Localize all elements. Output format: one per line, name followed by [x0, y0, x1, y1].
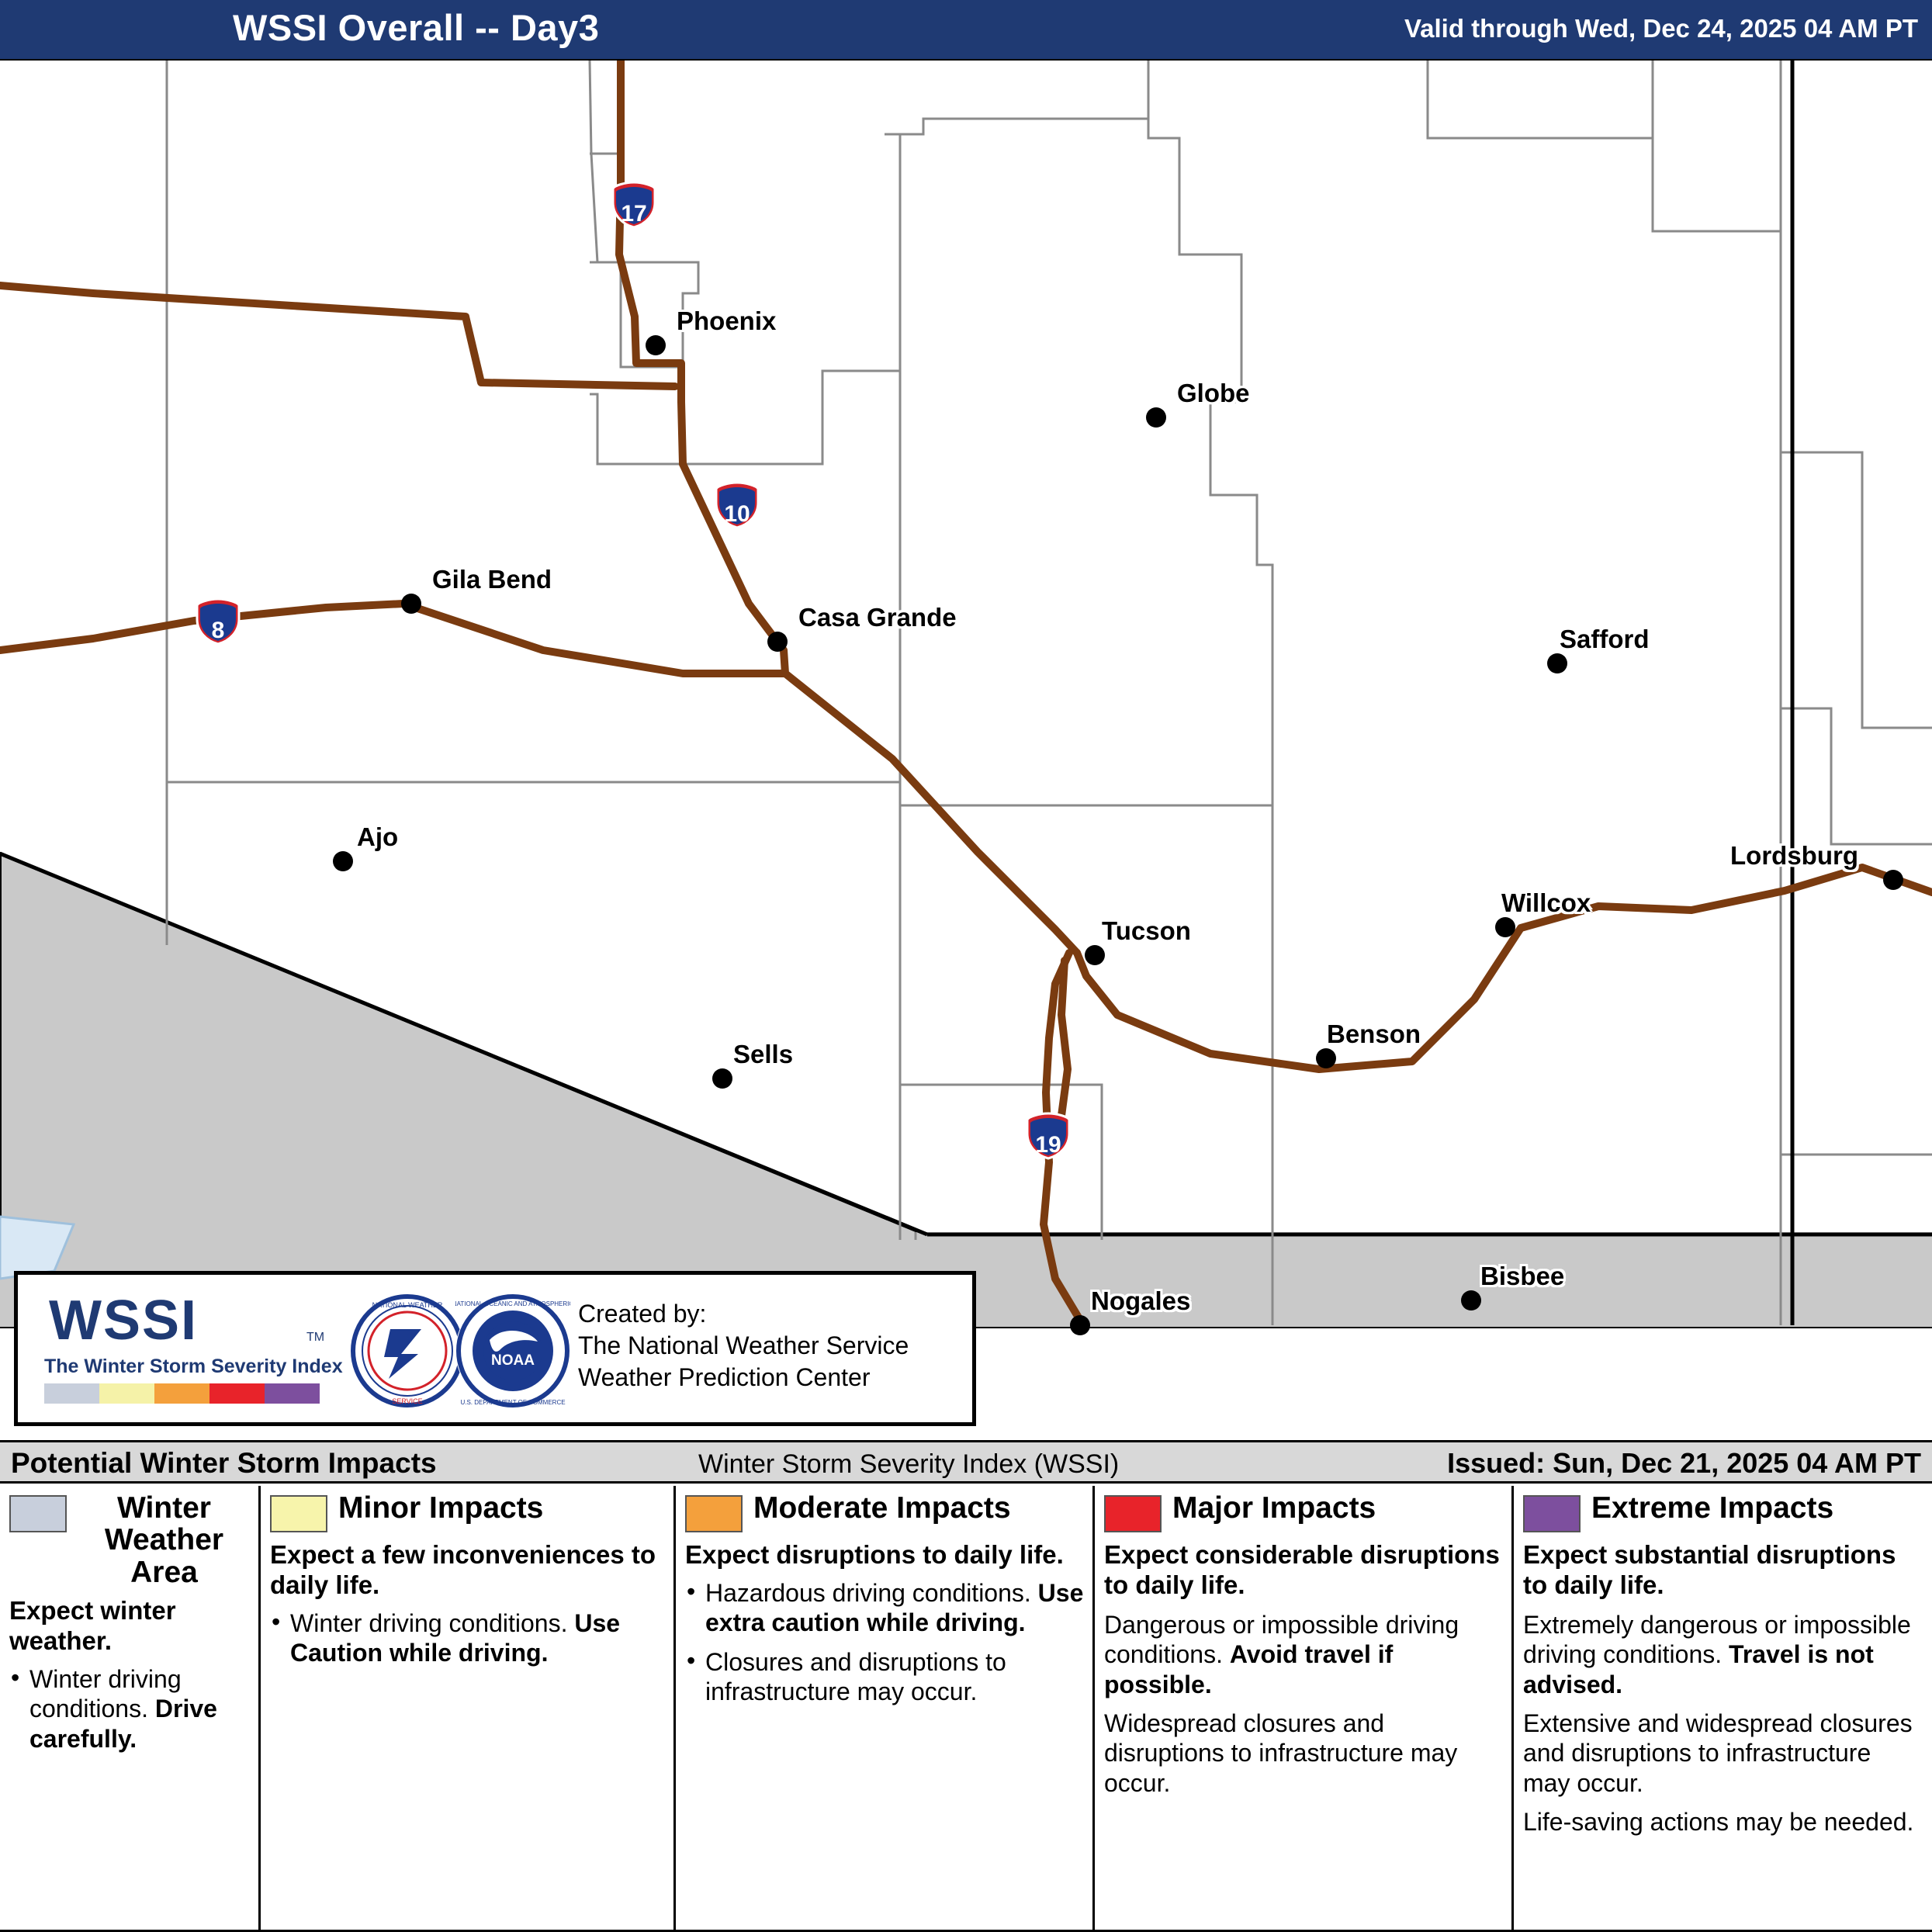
svg-text:NOAA: NOAA	[491, 1352, 535, 1369]
interstate-number: 10	[724, 501, 750, 527]
city-marker	[767, 632, 788, 652]
svg-text:U.S. DEPARTMENT OF COMMERCE: U.S. DEPARTMENT OF COMMERCE	[460, 1399, 566, 1406]
legend-bullet-list	[685, 1578, 1085, 1707]
map-geometry	[0, 61, 1932, 1463]
legend-paragraph	[1523, 1610, 1924, 1699]
legend-chip-major	[1104, 1495, 1162, 1532]
city-marker	[1883, 870, 1903, 890]
bullet-emphasis: Use extra caution while driving.	[705, 1578, 1084, 1637]
city-marker	[1316, 1048, 1336, 1068]
impacts-bar-issued: Issued: Sun, Dec 21, 2025 04 AM PT	[1447, 1447, 1921, 1479]
interstate-number: 17	[621, 201, 647, 227]
list-item	[685, 1647, 1085, 1707]
legend-bullet-list	[270, 1608, 666, 1668]
paragraph-text: Dangerous or impossible driving conditions.	[1104, 1610, 1459, 1669]
legend-summary: Expect a few inconveniences to daily life.	[270, 1540, 656, 1599]
city-marker	[1085, 945, 1105, 965]
paragraph-text: Life-saving actions may be needed.	[1523, 1808, 1914, 1837]
legend-title: Extreme Impacts	[1591, 1491, 1834, 1525]
city-marker	[1070, 1315, 1090, 1335]
list-item	[270, 1608, 666, 1668]
valid-through-text: Valid through Wed, Dec 24, 2025 04 AM PT	[1404, 14, 1918, 43]
wssi-logo-box	[14, 1271, 976, 1426]
svg-text:SERVICE: SERVICE	[392, 1397, 423, 1405]
city-marker	[1495, 917, 1515, 937]
legend-category-minor	[261, 1486, 676, 1930]
page-title: WSSI Overall -- Day3	[233, 7, 600, 48]
legend-paragraph	[1523, 1709, 1924, 1798]
legend-title: Major Impacts	[1172, 1491, 1376, 1525]
paragraph-text: Extremely dangerous or impossible driving conditions.	[1523, 1610, 1911, 1669]
legend-paragraph	[1104, 1610, 1504, 1699]
interstate-shield-17	[610, 181, 658, 229]
wssi-tagline: The Winter Storm Severity Index	[44, 1356, 343, 1377]
city-marker	[1547, 653, 1567, 673]
city-marker	[712, 1068, 732, 1089]
noaa-seal-icon	[455, 1293, 570, 1408]
wssi-wordmark: WSSI	[49, 1290, 199, 1352]
bullet-emphasis: Drive carefully.	[29, 1695, 217, 1753]
impacts-bar	[0, 1440, 1932, 1484]
legend-category-major	[1095, 1486, 1514, 1930]
interstate-number: 19	[1035, 1132, 1061, 1158]
legend-title: Winter Weather Area	[104, 1491, 224, 1589]
city-label-safford: Safford	[1560, 625, 1650, 653]
swatch-major	[209, 1383, 265, 1404]
legend-bullet-list	[9, 1664, 251, 1754]
city-marker	[1461, 1290, 1481, 1311]
legend	[0, 1486, 1932, 1932]
swatch-moderate	[154, 1383, 209, 1404]
paragraph-emphasis: Travel is not advised.	[1523, 1640, 1874, 1698]
legend-title: Minor Impacts	[338, 1491, 544, 1525]
impacts-bar-left: Potential Winter Storm Impacts	[11, 1447, 437, 1479]
nws-seal-icon	[350, 1293, 465, 1408]
swatch-extreme	[265, 1383, 320, 1404]
legend-paragraph	[1523, 1807, 1924, 1837]
legend-summary: Expect substantial disruptions to daily life.	[1523, 1540, 1896, 1599]
city-label-bisbee: Bisbee	[1480, 1262, 1565, 1290]
legend-title: Moderate Impacts	[753, 1491, 1011, 1525]
legend-category-winter-weather-area	[0, 1486, 261, 1930]
city-label-gila-bend: Gila Bend	[432, 565, 552, 594]
city-label-benson: Benson	[1327, 1020, 1421, 1048]
paragraph-text: Extensive and widespread closures and disruptions to infrastructure may occur.	[1523, 1709, 1913, 1797]
city-label-ajo: Ajo	[357, 822, 399, 851]
wssi-trademark: TM	[306, 1331, 325, 1344]
city-label-casa-grande: Casa Grande	[798, 603, 957, 632]
legend-summary: Expect winter weather.	[9, 1595, 176, 1655]
impacts-bar-center: Winter Storm Severity Index (WSSI)	[698, 1449, 1120, 1479]
paragraph-emphasis: Avoid travel if possible.	[1104, 1640, 1394, 1698]
city-label-globe: Globe	[1177, 379, 1250, 407]
map-canvas[interactable]	[0, 61, 1932, 1463]
legend-chip-moderate	[685, 1495, 743, 1532]
legend-paragraph	[1104, 1709, 1504, 1798]
bullet-text: Winter driving conditions.	[290, 1608, 575, 1637]
city-label-sells: Sells	[733, 1040, 794, 1068]
interstate-shield-10	[713, 481, 761, 529]
bullet-text: Hazardous driving conditions.	[705, 1578, 1038, 1607]
city-marker	[1146, 407, 1166, 428]
city-label-phoenix: Phoenix	[677, 306, 777, 335]
city-label-tucson: Tucson	[1102, 916, 1191, 945]
list-item	[9, 1664, 251, 1754]
legend-category-moderate	[676, 1486, 1095, 1930]
svg-text:NATIONAL OCEANIC AND ATMOSPHER: NATIONAL OCEANIC AND ATMOSPHERIC	[455, 1300, 570, 1307]
legend-category-extreme	[1514, 1486, 1932, 1930]
bullet-text: Closures and disruptions to infrastructure may occur.	[705, 1647, 1006, 1706]
map-header	[0, 0, 1932, 61]
created-by-text: Created by: The National Weather Service Weather Prediction Center	[578, 1300, 909, 1391]
legend-summary: Expect disruptions to daily life.	[685, 1540, 1064, 1569]
wssi-color-swatches	[44, 1383, 320, 1404]
legend-chip-minor	[270, 1495, 327, 1532]
city-label-willcox: Willcox	[1501, 888, 1591, 917]
swatch-minor	[99, 1383, 154, 1404]
bullet-text: Winter driving conditions.	[29, 1664, 182, 1723]
interstate-number: 8	[211, 618, 225, 643]
swatch-winter-weather-area	[44, 1383, 99, 1404]
interstate-shield-8	[194, 597, 242, 646]
legend-summary: Expect considerable disruptions to daily life.	[1104, 1540, 1500, 1599]
city-marker	[401, 594, 421, 614]
legend-chip-extreme	[1523, 1495, 1581, 1532]
city-marker	[646, 335, 666, 355]
city-label-nogales: Nogales	[1091, 1286, 1191, 1315]
city-marker	[333, 851, 353, 871]
bullet-emphasis: Use Caution while driving.	[290, 1608, 621, 1667]
list-item	[685, 1578, 1085, 1638]
city-label-lordsburg: Lordsburg	[1730, 841, 1858, 870]
paragraph-text: Widespread closures and disruptions to infrastructure may occur.	[1104, 1709, 1458, 1797]
interstate-shield-19	[1024, 1112, 1072, 1160]
svg-text:NATIONAL WEATHER: NATIONAL WEATHER	[372, 1301, 443, 1309]
legend-chip-winter-weather-area	[9, 1495, 67, 1532]
